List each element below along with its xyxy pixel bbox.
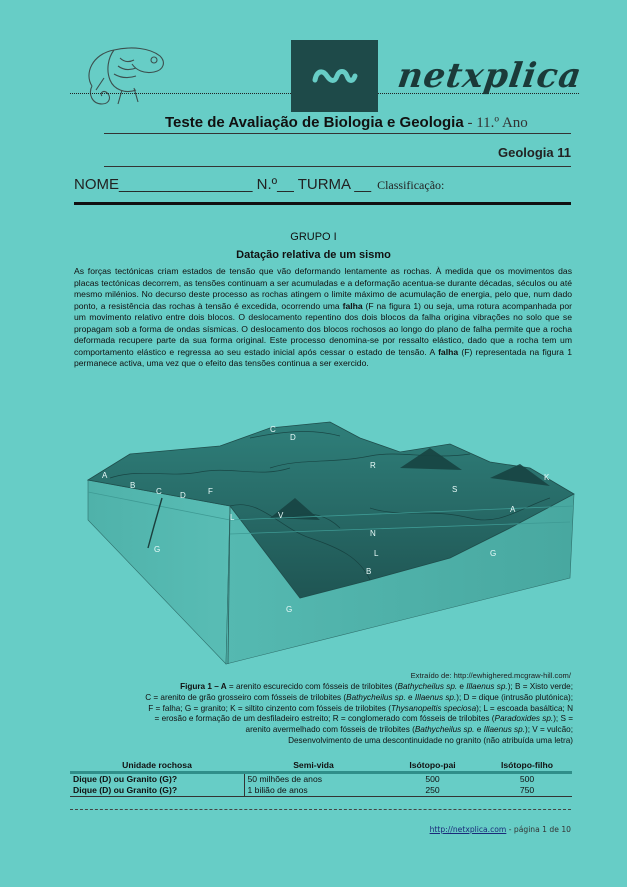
caption-part: ); B = Xisto verde; [507, 682, 573, 691]
label-F: F [208, 487, 213, 496]
footer-link[interactable]: http://netxplica.com [429, 825, 507, 834]
label-R: R [370, 461, 376, 470]
name-number-class-fields[interactable]: NOME________________ N.º__ TURMA __ [74, 176, 372, 193]
label-G: G [154, 545, 161, 554]
title-text: Teste de Avaliação de Biologia e Geologia [165, 114, 464, 131]
caption-part: ); L = escoada basáltica; N [476, 703, 573, 713]
caption-part: F = falha; G = granito; K = siltito cinzento com fósseis de trilobites ( [148, 703, 392, 713]
subject-label: Geologia 11 [498, 145, 571, 160]
figure-source: Extraído de: http://ewhighered.mcgraw-hill.com/ [410, 671, 571, 680]
label-B: B [130, 481, 136, 490]
caption-italic: Thysanopeltis speciosa [391, 703, 477, 713]
subject-underline [104, 166, 571, 167]
logo-box [291, 40, 378, 112]
intro-text-2: (F na figura 1) ou seja, uma rotura acompanhada por um movimento relativo entre dois blocos. O deslocamento repentino dos dois blocos da falha origina vibrações no solo que se propagam sob a forma de ondas sísmicas. O deslocamento dos blocos rochosos ao longo do plano de falha permite que a rocha deformada recupere parte da sua forma original. Este processo denomina-se por ressalto elástico, dado que a rocha tem um comportamento elástico e regressa ao seu estado inicial após cessar o estado de tensão. A [74, 300, 572, 357]
caption-part: ); V = vulcão; [524, 725, 573, 735]
page-number: - página 1 de 10 [506, 825, 571, 834]
label-B2: B [366, 567, 372, 576]
label-L2: L [374, 549, 379, 558]
label-C2: C [270, 425, 276, 434]
caption-part: e [474, 725, 484, 735]
label-A: A [102, 471, 108, 480]
label-K: K [544, 473, 550, 482]
caption-part: C = arenito de grão grosseiro com fósseis de trilobites ( [145, 692, 347, 702]
figure-caption [70, 682, 573, 747]
figure-block-diagram [70, 408, 582, 666]
col-header: Semi-vida [244, 758, 383, 773]
intro-paragraph [74, 266, 572, 370]
label-N: N [370, 529, 376, 538]
caption-part: Desenvolvimento de uma descontinuidade no granito (não atribuída uma letra) [288, 735, 573, 745]
caption-part: ); D = dique (intrusão plutónica); [456, 692, 573, 702]
caption-part: e [457, 682, 467, 691]
caption-italic: Illaenus sp. [483, 725, 525, 735]
caption-part: ); S = [553, 714, 573, 724]
caption-part: arenito avermelhado com fósseis de trilobites ( [245, 725, 415, 735]
caption-label: Figura 1 – A [180, 682, 227, 691]
classification-label: Classificação: [377, 178, 445, 192]
label-D: D [180, 491, 186, 500]
caption-italic: Bathycheilus sp. [346, 692, 406, 702]
label-G2: G [490, 549, 497, 558]
cell: 500 [519, 774, 535, 784]
student-info-line [74, 176, 444, 193]
cell: 1 bilião de anos [244, 785, 383, 797]
caption-part: = erosão e formação de um desfiladeiro estreito; R = conglomerado com fósseis de trilobites ( [154, 714, 495, 724]
brand-wordmark: netxplica [395, 56, 585, 96]
cell: 500 [425, 774, 440, 784]
label-V: V [278, 511, 284, 520]
caption-italic: Bathycheilus sp. [414, 725, 475, 735]
label-C: C [156, 487, 162, 496]
label-S: S [452, 485, 458, 494]
caption-part: e [405, 692, 415, 702]
col-header: Isótopo-pai [383, 758, 482, 773]
table-row [70, 773, 572, 786]
footer-divider [70, 809, 571, 810]
table-header-row [70, 758, 572, 773]
col-header: Unidade rochosa [70, 758, 244, 773]
title-separator: - [463, 115, 477, 131]
caption-italic: Illaenus sp. [414, 692, 457, 702]
chameleon-logo [74, 34, 170, 110]
col-header: Isótopo-filho [482, 758, 572, 773]
group-subtitle: Datação relativa de um sismo [236, 249, 391, 261]
header-divider [74, 202, 571, 205]
intro-text-1: As forças tectónicas criam estados de tensão que vão deformando lentamente as rochas. À medida que os movimentos das placas tectónicas decorrem, as tensões continuam a ser acumuladas e a deformação acentua-se durante décadas, séculos ou até mesmo milénios. No decurso deste processo as rochas atingem o limite máximo de acumulação de energia, pelo que, num dado ponto, a resistência das rochas à tensão é excedida, ocorrendo uma [74, 266, 572, 311]
label-G3: G [286, 605, 293, 614]
intro-text-3: (F) representada na figura 1 permanece activa, uma vez que o efeito das tensões continua a ser exercido. [74, 346, 572, 368]
cell: Dique (D) ou Granito (G)? [70, 785, 244, 797]
cell: Dique (D) ou Granito (G)? [73, 774, 178, 784]
caption-italic: Paradoxides sp. [494, 714, 554, 724]
label-A2: A [510, 505, 516, 514]
intro-falha-2: falha [438, 346, 459, 357]
caption-part: = arenito escurecido com fósseis de trilobites ( [226, 682, 398, 691]
label-L: L [230, 513, 235, 522]
table-row [70, 785, 572, 797]
isotope-table [70, 758, 572, 797]
intro-falha-1: falha [342, 300, 363, 311]
caption-italic: Bathycheilus sp. [397, 682, 458, 691]
page-title [165, 114, 528, 132]
wave-icon [291, 40, 378, 112]
title-underline [104, 133, 571, 134]
cell: 750 [482, 785, 572, 797]
caption-italic: Illaenus sp. [466, 682, 508, 691]
cell: 250 [383, 785, 482, 797]
cell: 50 milhões de anos [244, 773, 383, 786]
page-footer [430, 825, 571, 834]
group-title: GRUPO I [290, 231, 337, 243]
title-year: 11.º Ano [476, 115, 528, 131]
label-D2: D [290, 433, 296, 442]
